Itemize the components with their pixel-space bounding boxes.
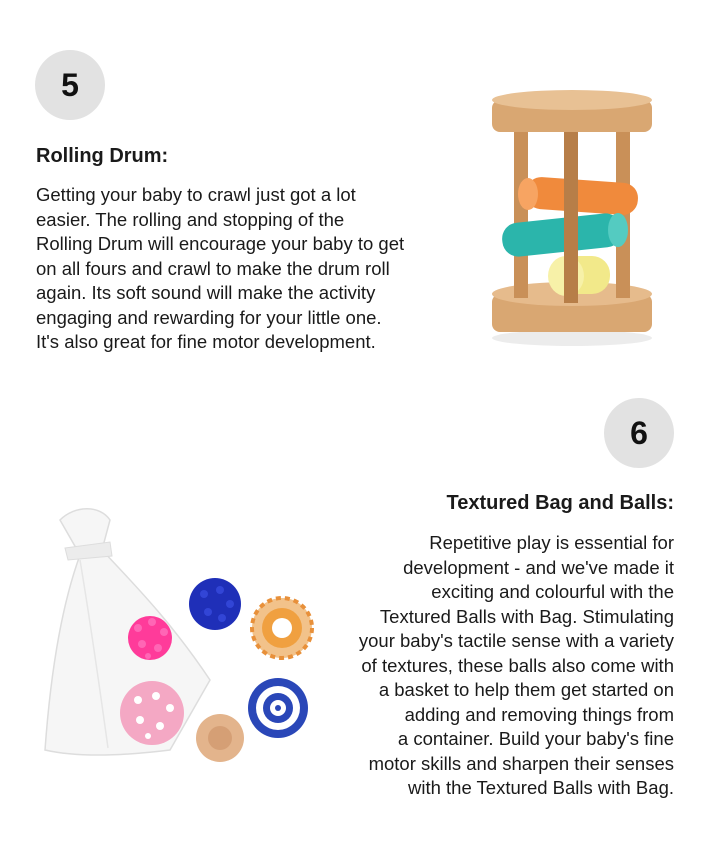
body-line: exciting and colourful with the [431,581,674,602]
section-body [36,183,476,355]
body-line: with the Textured Balls with Bag. [408,777,674,798]
step-number: 6 [630,414,648,451]
rolling-drum-image [480,88,665,350]
body-line: It's also great for fine motor development. [36,331,376,352]
body-line: of textures, these balls also come with [361,654,674,676]
body-line: motor skills and sharpen their senses [368,752,674,774]
section-title: Rolling Drum: [36,145,169,167]
body-line: Textured Balls with Bag. Stimulating [379,605,674,627]
body-line: engaging and rewarding for your little one. [36,306,382,328]
step-number-badge [35,50,105,120]
textured-balls-image [20,500,340,790]
body-line: development - and we've made it [403,556,674,578]
body-line: a basket to help them get started on [378,679,674,700]
section-body [314,531,674,801]
body-line: easier. The rolling and stopping of the [36,208,345,230]
body-line: your baby's tactile sense with a variety [358,630,674,651]
step-number: 5 [61,66,79,103]
body-line: Rolling Drum will encourage your baby to get [36,233,405,254]
body-line: Repetitive play is essential for [429,532,674,553]
step-number-badge [604,398,674,468]
body-line: Getting your baby to crawl just got a lot [36,184,356,205]
body-line: adding and removing things from [404,703,674,725]
body-line: on all fours and crawl to make the drum roll [36,257,390,279]
body-line: again. Its soft sound will make the activity [36,282,376,303]
body-line: a container. Build your baby's fine [397,728,674,749]
section-title: Textured Bag and Balls: [446,492,674,514]
